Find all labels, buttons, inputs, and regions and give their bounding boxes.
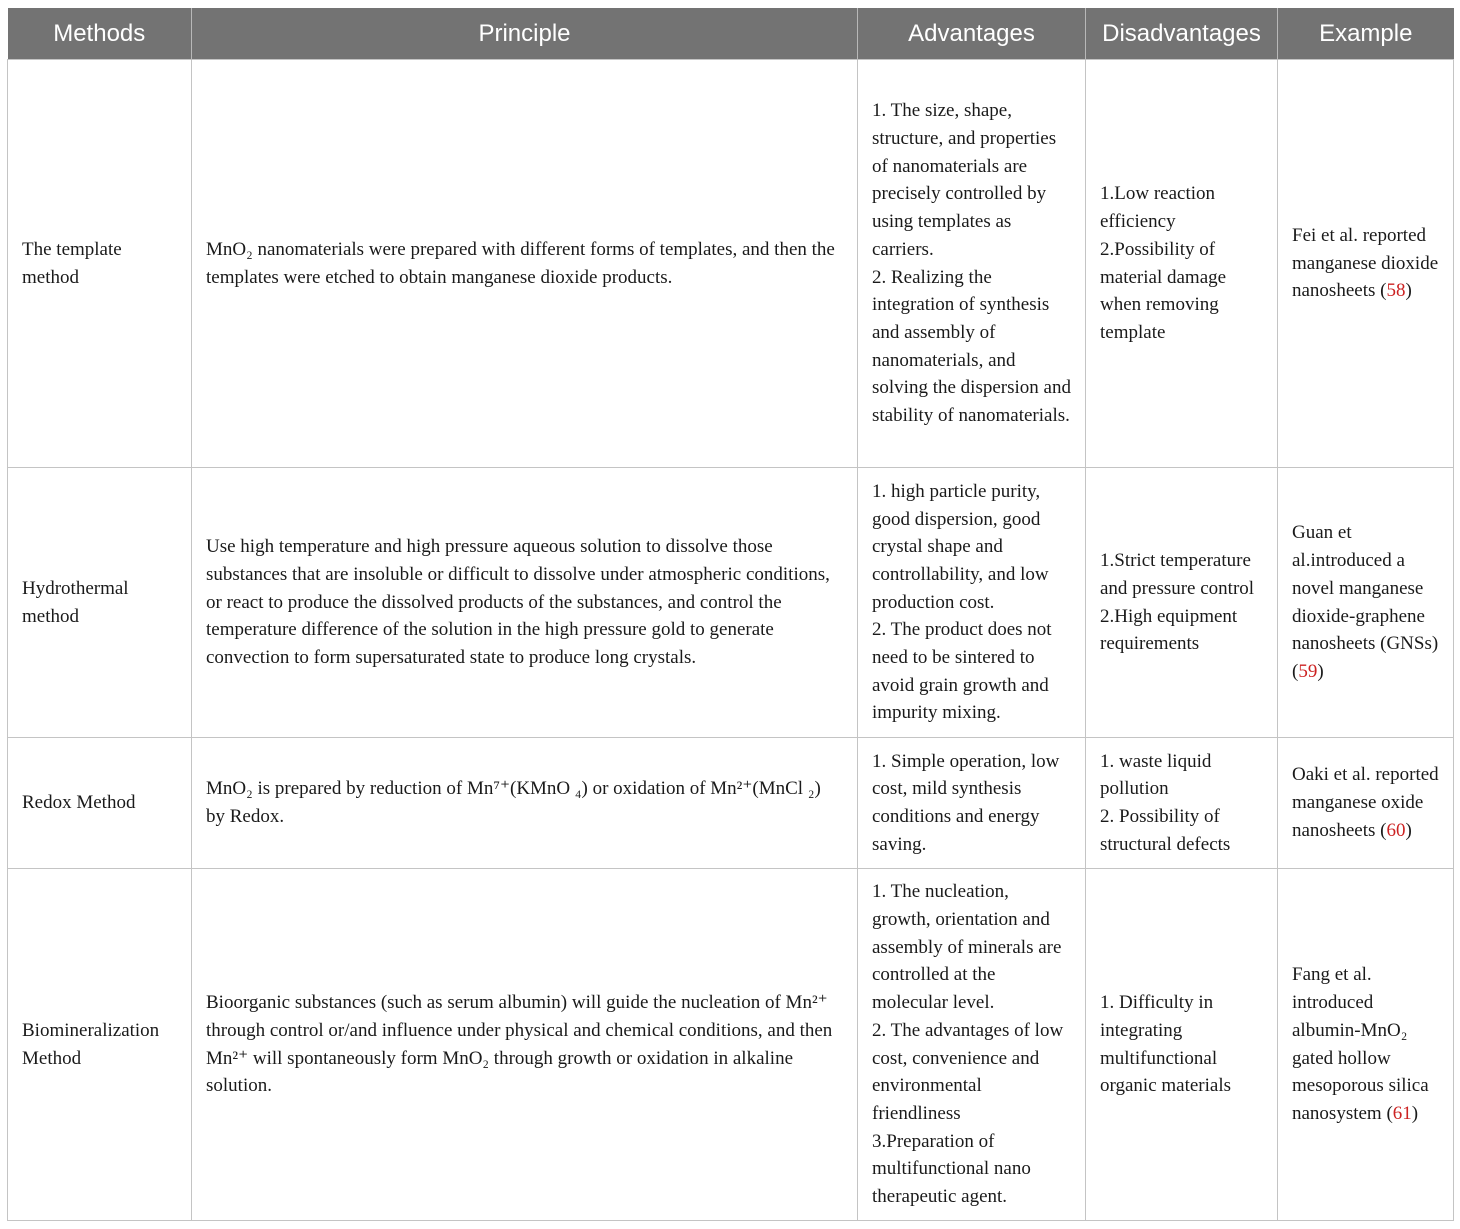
table-row (8, 869, 1454, 1221)
advantages-cell (858, 60, 1086, 468)
header-disadvantages: Disadvantages (1086, 8, 1278, 60)
method-cell (8, 468, 192, 738)
method-cell (8, 738, 192, 869)
method-text: Hydrothermal (22, 577, 129, 599)
advantage-item: 2. The advantages of low cost, convenience and environmental friendliness (872, 1019, 1064, 1124)
table-row (8, 738, 1454, 869)
advantages-cell (858, 468, 1086, 738)
advantage-item: 1. Simple operation, low cost, mild synthesis conditions and energy saving. (872, 750, 1060, 855)
method-cell (8, 60, 192, 468)
advantage-item: 1. The size, shape, structure, and properties of nanomaterials are precisely controlled by using templates as carriers. (872, 100, 1057, 260)
method-text: The template (22, 238, 122, 260)
example-cell: Fei et al. reported manganese dioxide nanosheets (58) (1278, 60, 1454, 468)
principle-cell: MnO₂ nanomaterials were prepared with different forms of templates, and then the templates were etched to obtain manganese dioxide products. (192, 60, 858, 468)
method-text: Redox Method (22, 792, 136, 814)
header-advantages: Advantages (858, 8, 1086, 60)
example-text: Oaki et al. reported manganese oxide nanosheets (1292, 764, 1439, 841)
table-row (8, 60, 1454, 468)
disadvantage-item: 2.High equipment requirements (1100, 605, 1238, 655)
advantage-item: 2. The product does not need to be sintered to avoid grain growth and impurity mixing. (872, 619, 1052, 724)
example-cell: Oaki et al. reported manganese oxide nanosheets (60) (1278, 738, 1454, 869)
advantage-item: 2. Realizing the integration of synthesis and assembly of nanomaterials, and solving the dispersion and stability of nanomaterials. (872, 266, 1071, 427)
advantages-cell (858, 869, 1086, 1221)
method-text: Biomineralization (22, 1019, 160, 1041)
disadvantage-item: 2. Possibility of structural defects (1100, 806, 1231, 855)
principle-cell: MnO₂ is prepared by reduction of Mn⁷⁺(KMnO ₄) or oxidation of Mn²⁺(MnCl ₂) by Redox. (192, 738, 858, 869)
advantage-item: 3.Preparation of multifunctional nano therapeutic agent. (872, 1130, 1031, 1208)
example-cell: Fang et al. introduced albumin-MnO₂ gated hollow mesoporous silica nanosystem (61) (1278, 869, 1454, 1221)
example-text: Fei et al. reported manganese dioxide nanosheets (1292, 224, 1439, 302)
disadvantages-cell (1086, 60, 1278, 468)
principle-cell: Use high temperature and high pressure aqueous solution to dissolve those substances that are insoluble or difficult to dissolve under atmospheric conditions, or react to produce the dissolved products of the substances, and control the temperature difference of the solution in the high pressure gold to generate convection to form supersaturated state to produce long crystals. (192, 468, 858, 738)
disadvantages-cell (1086, 738, 1278, 869)
disadvantage-item: 1. Difficulty in integrating multifunctional organic materials (1100, 992, 1232, 1097)
disadvantage-item: 1.Strict temperature and pressure control (1100, 550, 1255, 599)
reference-link[interactable]: 61 (1392, 1102, 1412, 1124)
disadvantage-item: 1.Low reaction efficiency (1100, 183, 1216, 233)
table-row (8, 468, 1454, 738)
header-principle: Principle (192, 8, 858, 60)
advantage-item: 1. high particle purity, good dispersion, good crystal shape and controllability, and low production cost. (872, 480, 1049, 613)
disadvantage-item: 2.Possibility of material damage when removing template (1100, 238, 1227, 343)
example-text: Guan et al.introduced a novel manganese dioxide-graphene nanosheets (GNSs) (1292, 522, 1439, 655)
header-example: Example (1278, 8, 1454, 60)
disadvantage-item: 1. waste liquid pollution (1100, 750, 1212, 800)
header-methods: Methods (8, 8, 192, 60)
method-text: method (22, 266, 79, 288)
reference-link[interactable]: 59 (1298, 660, 1318, 682)
principle-cell: Bioorganic substances (such as serum albumin) will guide the nucleation of Mn²⁺ through control or/and influence under physical and chemical conditions, and then Mn²⁺ will spontaneously form MnO₂ through growth or oxidation in alkaline solution. (192, 869, 858, 1221)
method-text: Method (22, 1047, 82, 1069)
method-cell (8, 869, 192, 1221)
example-cell: Guan et al.introduced a novel manganese dioxide-graphene nanosheets (GNSs) (59) (1278, 468, 1454, 738)
example-text: Fang et al. introduced albumin-MnO₂ gated hollow mesoporous silica nanosystem (1292, 964, 1429, 1124)
method-text: method (22, 605, 79, 627)
disadvantages-cell (1086, 468, 1278, 738)
reference-link[interactable]: 60 (1386, 819, 1406, 841)
header-row (8, 8, 1454, 60)
reference-link[interactable]: 58 (1386, 280, 1406, 302)
advantages-cell (858, 738, 1086, 869)
advantage-item: 1. The nucleation, growth, orientation and assembly of minerals are controlled at the molecular level. (872, 881, 1062, 1014)
disadvantages-cell (1086, 869, 1278, 1221)
methods-table (7, 8, 1454, 1221)
